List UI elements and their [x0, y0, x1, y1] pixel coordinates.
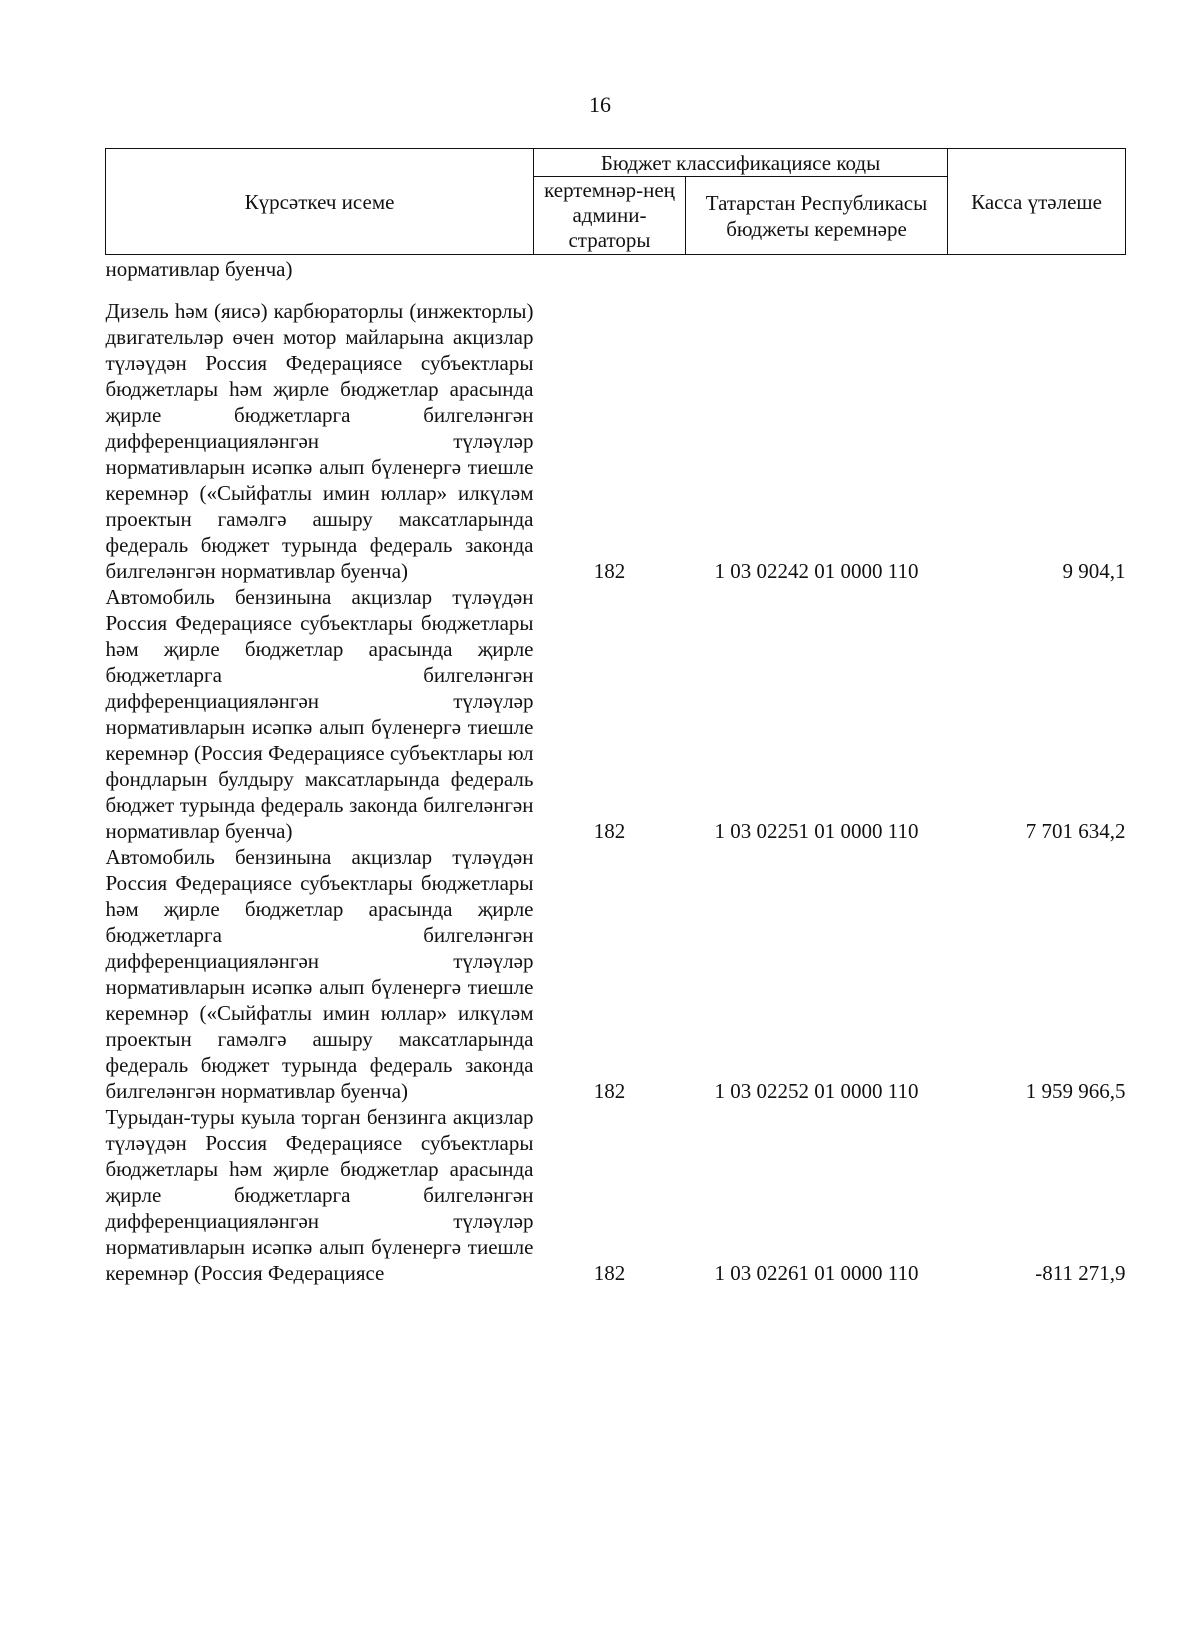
row-amount: -811 271,9	[1035, 1261, 1126, 1285]
row-admin: 182	[593, 819, 626, 843]
row-code: 1 03 02252 01 0000 110	[714, 1079, 919, 1103]
row-amount: 9 904,1	[1062, 559, 1126, 583]
row-name: нормативлар буенча)	[105, 257, 293, 281]
row-amount	[948, 255, 1126, 283]
header-indicator-name: Күрсәткеч исеме	[106, 149, 534, 255]
table-row	[106, 282, 1126, 584]
row-name: Дизель һәм (яисә) карбюраторлы (инжекторлы) двигательләр өчен мотор майларына акцизлар түләүдән Россия Федерациясе субъектлары бюджетлары һәм җирле бюджетлар арасында җирле бюджетларга билгеләнгән дифференциацияләнгән түләүләр нормативларын исәпкә алып бүленергә тиешле керемнәр («Сыйфатлы имин юллар» илкүләм проектын гамәлгә ашыру максатларында федераль бюджет турында федераль законда билгеләнгән нормативлар буенча)	[105, 299, 534, 583]
row-name: Турыдан-туры куыла торган бензинга акцизлар түләүдән Россия Федерациясе субъектлары бюджетлары һәм җирле бюджетлар арасында җирле бюджетларга билгеләнгән дифференциацияләнгән түләүләр нормативларын исәпкә алып бүленергә тиешле керемнәр (Россия Федерациясе	[105, 1105, 534, 1285]
row-code: 1 03 02251 01 0000 110	[714, 819, 919, 843]
table-header	[106, 149, 1126, 255]
row-admin: 182	[593, 1261, 626, 1285]
row-admin: 182	[593, 559, 626, 583]
header-tatarstan-revenue: Татарстан Республикасы бюджеты керемнәре	[686, 177, 948, 255]
row-code: 1 03 02242 01 0000 110	[714, 559, 919, 583]
row-code: 1 03 02261 01 0000 110	[714, 1261, 919, 1285]
table-row	[106, 584, 1126, 844]
header-classification-code: Бюджет классификациясе коды	[534, 149, 948, 177]
table-row	[106, 1104, 1126, 1286]
row-admin: 182	[593, 1079, 626, 1103]
header-cash-execution: Касса үтәлеше	[948, 149, 1126, 255]
row-amount: 1 959 966,5	[1025, 1079, 1126, 1103]
row-name: Автомобиль бензинына акцизлар түләүдән Россия Федерациясе субъектлары бюджетлары һәм җирле бюджетлар арасында җирле бюджетларга билгеләнгән дифференциацияләнгән түләүләр нормативларын исәпкә алып бүленергә тиешле керемнәр («Сыйфатлы имин юллар» илкүләм проектын гамәлгә ашыру максатларында федераль бюджет турында федераль законда билгеләнгән нормативлар буенча)	[105, 845, 534, 1103]
row-code	[686, 255, 948, 283]
page-number: 16	[589, 92, 611, 117]
header-administrators: кертемнәр-нең админи-страторы	[534, 177, 686, 255]
row-admin	[534, 255, 686, 283]
row-amount: 7 701 634,2	[1025, 819, 1126, 843]
table-body	[106, 255, 1126, 1287]
row-name: Автомобиль бензинына акцизлар түләүдән Россия Федерациясе субъектлары бюджетлары һәм җирле бюджетлар арасында җирле бюджетларга билгеләнгән дифференциацияләнгән түләүләр нормативларын исәпкә алып бүленергә тиешле керемнәр (Россия Федерациясе субъектлары юл фондларын булдыру максатларында федераль бюджет турында федераль законда билгеләнгән нормативлар буенча)	[105, 585, 534, 843]
table-row	[106, 844, 1126, 1104]
budget-table	[105, 148, 1126, 1286]
table-row	[106, 255, 1126, 283]
